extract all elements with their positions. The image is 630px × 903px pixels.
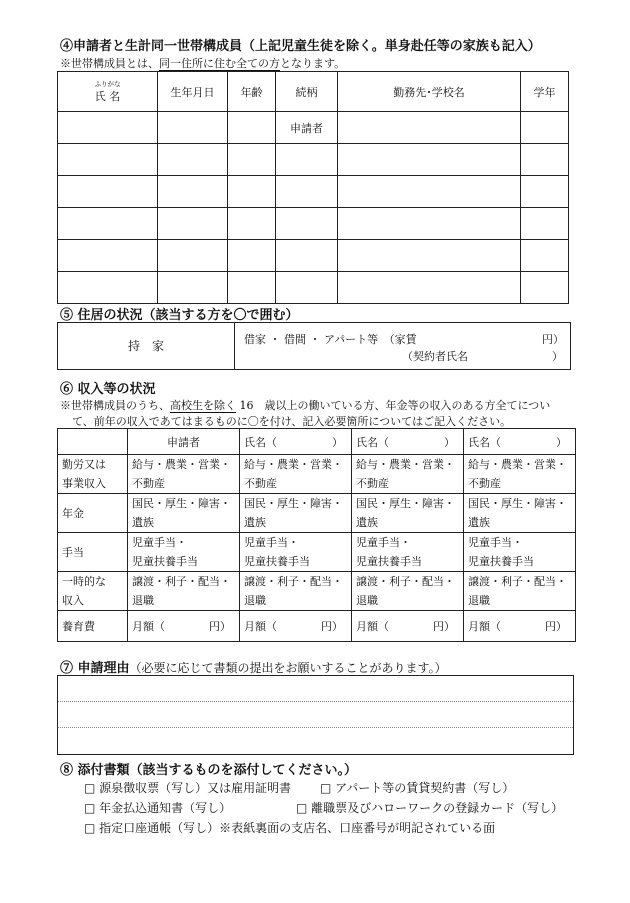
option-line1: 給与・農業・営業・ bbox=[468, 458, 567, 471]
income-row-allowance bbox=[58, 533, 576, 572]
cell[interactable] bbox=[158, 240, 228, 272]
cell[interactable] bbox=[228, 240, 276, 272]
cell[interactable] bbox=[228, 208, 276, 240]
option-line2: 不動産 bbox=[244, 477, 277, 490]
attachment-withholding[interactable]: □ 源泉徴収票（写し）又は雇用証明書 bbox=[84, 781, 292, 795]
cell[interactable] bbox=[58, 112, 158, 144]
rent-yen: 円） bbox=[542, 333, 564, 346]
header-grade: 学年 bbox=[521, 72, 569, 112]
option-line2: 不動産 bbox=[356, 477, 389, 490]
section6-note-line1 bbox=[60, 397, 550, 413]
option-line2: 不動産 bbox=[132, 477, 165, 490]
cell[interactable] bbox=[58, 272, 158, 304]
option-line2: 退職 bbox=[468, 594, 490, 607]
cell[interactable] bbox=[338, 112, 521, 144]
options-cell[interactable] bbox=[128, 533, 240, 572]
section7-note: （必要に応じて書類の提出をお願いすることがあります。） bbox=[129, 661, 447, 675]
income-row-earnings bbox=[58, 455, 576, 494]
household-table bbox=[57, 71, 569, 304]
monthly-field[interactable]: 月額（ 円） bbox=[128, 611, 240, 642]
options-cell[interactable] bbox=[352, 533, 464, 572]
cell[interactable] bbox=[521, 176, 569, 208]
note-text-end: となります。 bbox=[280, 57, 346, 70]
name-label: 氏 名 bbox=[94, 89, 121, 103]
furigana-label: ふりがな bbox=[94, 79, 121, 88]
label-line1: 勤労又は bbox=[62, 458, 106, 471]
option-line2: 遺族 bbox=[132, 516, 154, 529]
cell[interactable] bbox=[521, 240, 569, 272]
options-cell[interactable] bbox=[128, 572, 240, 611]
reason-line bbox=[58, 702, 573, 728]
row-label bbox=[58, 572, 128, 611]
cell[interactable] bbox=[276, 240, 338, 272]
row-label bbox=[58, 455, 128, 494]
row-label: 年金 bbox=[58, 494, 128, 533]
cell[interactable] bbox=[158, 144, 228, 176]
cell[interactable] bbox=[228, 272, 276, 304]
option-line2: 退職 bbox=[244, 594, 266, 607]
cell[interactable] bbox=[521, 272, 569, 304]
cell[interactable] bbox=[521, 144, 569, 176]
row-label: 養育費 bbox=[58, 611, 128, 642]
rent-options[interactable]: 借家 ・ 借間 ・ アパート等 bbox=[244, 333, 379, 346]
cell[interactable] bbox=[338, 240, 521, 272]
income-row-temporary bbox=[58, 572, 576, 611]
cell[interactable] bbox=[58, 176, 158, 208]
section7-heading bbox=[60, 657, 447, 676]
attachment-pension[interactable]: □ 年金払込通知書（写し） bbox=[84, 801, 232, 815]
cell[interactable] bbox=[276, 272, 338, 304]
options-cell[interactable] bbox=[240, 572, 352, 611]
section5-title: ⑤ 住居の状況（該当する方を〇で囲む） bbox=[60, 308, 299, 323]
option-line2: 児童扶養手当 bbox=[132, 555, 198, 568]
header-age: 年齢 bbox=[228, 72, 276, 112]
contract-label: （契約者氏名 bbox=[402, 350, 468, 363]
note-text: ※世帯構成員のうち、 bbox=[60, 399, 170, 412]
option-line1: 児童手当・ bbox=[132, 536, 187, 549]
option-line1: 譲渡・利子・配当・ bbox=[244, 575, 343, 588]
options-cell[interactable] bbox=[464, 455, 576, 494]
table-row bbox=[58, 112, 569, 144]
attachment-lease[interactable]: □ アパート等の賃貸契約書（写し） bbox=[320, 781, 515, 795]
reason-textarea[interactable] bbox=[57, 675, 574, 755]
option-line2: 遺族 bbox=[244, 516, 266, 529]
income-row-pension bbox=[58, 494, 576, 533]
cell[interactable] bbox=[158, 272, 228, 304]
col-name-1[interactable]: 氏名（ ） bbox=[240, 429, 352, 455]
note-underlined: 高校生を除く bbox=[170, 399, 236, 412]
option-line1: 児童手当・ bbox=[244, 536, 299, 549]
cell[interactable] bbox=[521, 208, 569, 240]
note-text: ※世帯構成員とは、 bbox=[60, 57, 159, 70]
options-cell[interactable] bbox=[128, 455, 240, 494]
table-row bbox=[58, 240, 569, 272]
cell[interactable] bbox=[58, 144, 158, 176]
cell[interactable] bbox=[276, 176, 338, 208]
cell[interactable] bbox=[158, 112, 228, 144]
cell[interactable] bbox=[338, 176, 521, 208]
attachment-separation[interactable]: □ 離職票及びハローワークの登録カード（写し） bbox=[296, 801, 564, 815]
option-line2: 退職 bbox=[132, 594, 154, 607]
option-line1: 譲渡・利子・配当・ bbox=[356, 575, 455, 588]
section4-title: ④申請者と生計同一世帯構成員（上記児童生徒を除く。単身赴任等の家族も記入） bbox=[60, 39, 541, 54]
reason-line bbox=[58, 728, 573, 754]
monthly-field[interactable]: 月額（ 円） bbox=[240, 611, 352, 642]
option-line1: 国民・厚生・障害・ bbox=[244, 497, 343, 510]
section7-title: ⑦ 申請理由 bbox=[60, 661, 130, 676]
options-cell[interactable] bbox=[352, 494, 464, 533]
option-line2: 退職 bbox=[356, 594, 378, 607]
option-line1: 国民・厚生・障害・ bbox=[468, 497, 567, 510]
section4-note bbox=[60, 55, 345, 71]
option-line1: 国民・厚生・障害・ bbox=[132, 497, 231, 510]
header-birth: 生年月日 bbox=[158, 72, 228, 112]
header-relation: 続柄 bbox=[276, 72, 338, 112]
header-work: 勤務先･学校名 bbox=[338, 72, 521, 112]
section6-note-line2: て、前年の収入であてはまるものに〇を付け、記入必要箇所についてはご記入ください。 bbox=[72, 415, 512, 428]
housing-box bbox=[57, 322, 571, 370]
col-applicant: 申請者 bbox=[128, 429, 240, 455]
option-line1: 児童手当・ bbox=[356, 536, 411, 549]
rent-line bbox=[244, 331, 417, 347]
corner-cell bbox=[58, 429, 128, 455]
rent-label: （家賃 bbox=[389, 333, 417, 346]
monthly-field[interactable]: 月額（ 円） bbox=[352, 611, 464, 642]
note-text-end: 16 歳以上の働いている方、年金等の収入のある方全てについ bbox=[236, 399, 551, 412]
options-cell[interactable] bbox=[240, 455, 352, 494]
options-cell[interactable] bbox=[240, 533, 352, 572]
options-cell[interactable] bbox=[352, 455, 464, 494]
cell[interactable] bbox=[521, 112, 569, 144]
income-header-row bbox=[58, 429, 576, 455]
options-cell[interactable] bbox=[464, 533, 576, 572]
option-line2: 児童扶養手当 bbox=[244, 555, 310, 568]
option-line1: 国民・厚生・障害・ bbox=[356, 497, 455, 510]
table-row bbox=[58, 176, 569, 208]
option-line1: 譲渡・利子・配当・ bbox=[468, 575, 567, 588]
option-line2: 児童扶養手当 bbox=[356, 555, 422, 568]
contract-close: ） bbox=[552, 350, 563, 363]
option-line2: 児童扶養手当 bbox=[468, 555, 534, 568]
options-cell[interactable] bbox=[464, 572, 576, 611]
option-line1: 児童手当・ bbox=[468, 536, 523, 549]
table-header-row bbox=[58, 72, 569, 112]
income-row-child-support bbox=[58, 611, 576, 642]
reason-line bbox=[58, 676, 573, 702]
cell[interactable] bbox=[338, 144, 521, 176]
cell[interactable] bbox=[338, 208, 521, 240]
section6-title: ⑥ 収入等の状況 bbox=[60, 382, 156, 397]
col-name-3[interactable]: 氏名（ ） bbox=[464, 429, 576, 455]
cell[interactable] bbox=[338, 272, 521, 304]
cell[interactable] bbox=[276, 144, 338, 176]
cell[interactable] bbox=[58, 240, 158, 272]
monthly-field[interactable]: 月額（ 円） bbox=[464, 611, 576, 642]
cell[interactable] bbox=[276, 208, 338, 240]
options-cell[interactable] bbox=[128, 494, 240, 533]
note-underlined: 同一住所に住む全ての方 bbox=[159, 57, 280, 70]
section8-title: ⑧ 添付書類（該当するものを添付してください。） bbox=[60, 763, 358, 778]
option-line2: 遺族 bbox=[468, 516, 490, 529]
options-cell[interactable] bbox=[464, 494, 576, 533]
options-cell[interactable] bbox=[352, 572, 464, 611]
cell[interactable] bbox=[228, 112, 276, 144]
label-line2: 収入 bbox=[62, 594, 84, 607]
row-label: 手当 bbox=[58, 533, 128, 572]
col-name-2[interactable]: 氏名（ ） bbox=[352, 429, 464, 455]
cell[interactable] bbox=[158, 176, 228, 208]
option-line2: 遺族 bbox=[356, 516, 378, 529]
cell[interactable] bbox=[228, 144, 276, 176]
options-cell[interactable] bbox=[240, 494, 352, 533]
header-name bbox=[58, 72, 158, 112]
table-row bbox=[58, 272, 569, 304]
option-line1: 譲渡・利子・配当・ bbox=[132, 575, 231, 588]
label-line2: 事業収入 bbox=[62, 477, 106, 490]
attachment-passbook[interactable]: □ 指定口座通帳（写し）※表紙裏面の支店名、口座番号が明記されている面 bbox=[84, 821, 496, 835]
cell[interactable] bbox=[158, 208, 228, 240]
applicant-relation: 申請者 bbox=[276, 112, 338, 144]
label-line1: 一時的な bbox=[62, 575, 106, 588]
table-row bbox=[58, 208, 569, 240]
option-line2: 不動産 bbox=[468, 477, 501, 490]
option-line1: 給与・農業・営業・ bbox=[244, 458, 343, 471]
option-line1: 給与・農業・営業・ bbox=[356, 458, 455, 471]
option-line1: 給与・農業・営業・ bbox=[132, 458, 231, 471]
income-table bbox=[57, 428, 576, 642]
cell[interactable] bbox=[228, 176, 276, 208]
table-row bbox=[58, 144, 569, 176]
cell[interactable] bbox=[58, 208, 158, 240]
own-home-option[interactable]: 持 家 bbox=[58, 323, 235, 369]
